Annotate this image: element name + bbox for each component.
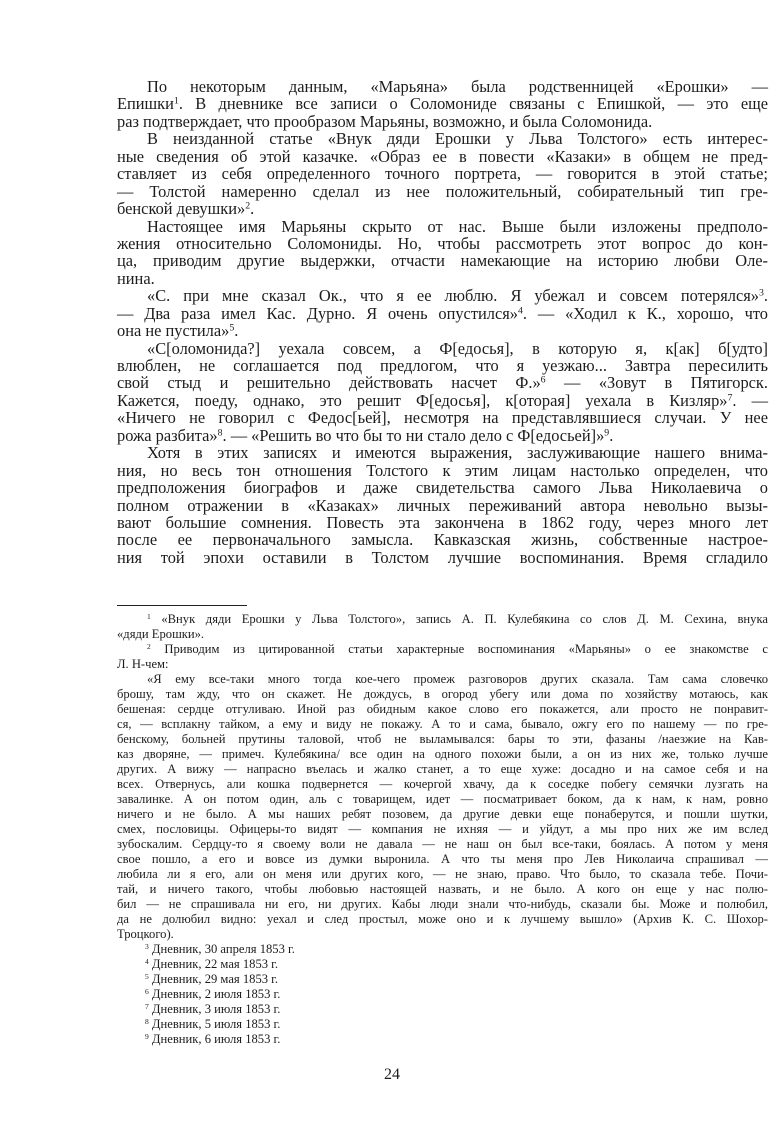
text-line	[117, 1017, 768, 1032]
text-line	[117, 235, 768, 252]
footnote-marker: 7	[727, 392, 733, 404]
text-segment: да не долюбил видно: уехал и след простыл, може оно и к лучшему вышло» (Архив К. С. Шохор-	[117, 912, 768, 926]
text-line	[117, 777, 768, 792]
text-segment: полном отражении в «Казаках» личных переживаний автора невольно вызы-	[117, 495, 768, 515]
text-segment: .	[609, 425, 614, 445]
text-line	[117, 270, 768, 287]
text-line	[117, 627, 768, 642]
text-segment: ния той эпохи оставили в Толстом лучшие воспоминания. Время сгладило	[117, 547, 768, 567]
footnote-marker: 2	[245, 200, 251, 212]
text-line	[117, 444, 768, 461]
text-line	[117, 165, 768, 182]
text-line	[117, 642, 768, 657]
text-segment: каз дворяне, — примеч. Кулебякина/ все один на одного похожи были, а он из них же, только лучше	[117, 747, 768, 761]
text-segment: Дневник, 29 мая 1853 г.	[148, 972, 279, 986]
text-line	[117, 113, 768, 130]
text-line	[117, 792, 768, 807]
text-segment: свой стыд и решительно действовать насчет Ф.»	[117, 373, 541, 393]
text-segment: ные сведения об этой казачке. «Образ ее в повести «Казаки» в общем не пред-	[117, 146, 768, 166]
text-segment: ния, но весь тон отношения Толстого к этим лицам настолько определен, что	[117, 460, 768, 480]
text-segment: смех, пословицы. Офицеры-то видят — компания не ихняя — и уйдут, а мы про них же им вслед	[117, 822, 768, 836]
text-line	[117, 549, 768, 566]
text-segment: .	[250, 199, 255, 219]
text-segment: ца, приводим другие выдержки, отчасти намекающие на историю любви Оле-	[117, 251, 768, 271]
text-segment: В неизданной статье «Внук дяди Ерошки у Льва Толстого» есть интерес-	[147, 129, 768, 149]
text-segment: раз подтверждает, что прообразом Марьяны, возможно, и была Соломонида.	[117, 111, 653, 131]
text-line	[117, 340, 768, 357]
text-segment: завалинке. А он потом один, аль с товарищем, идет — посматривает боком, да к нам, к нам, ровно	[117, 792, 768, 806]
text-segment: .	[234, 321, 239, 341]
text-segment: . В дневнике все записи о Соломониде связаны с Епишкой, — это еще	[178, 94, 768, 114]
footnote-marker: 7	[145, 1001, 149, 1011]
text-segment: — Толстой намеренно сделал из нее положительный, собирательный тип гре-	[117, 181, 768, 201]
text-line	[117, 972, 768, 987]
text-segment: после ее первоначального замысла. Кавказская жизнь, собственные настрое-	[117, 530, 768, 550]
text-segment: влюблен, не соглашается под предлогом, что я уезжаю... Завтра пересилить	[117, 356, 768, 375]
page-number: 24	[384, 1066, 400, 1083]
text-segment: Приводим из цитированной статьи характерные воспоминания «Марьяны» о ее знакомстве с	[150, 642, 768, 656]
text-line	[117, 807, 768, 822]
text-line	[117, 702, 768, 717]
text-segment: Епишки	[117, 94, 174, 114]
footnote-marker: 3	[145, 941, 149, 951]
main-text	[117, 78, 768, 566]
text-line	[117, 957, 768, 972]
text-line	[117, 867, 768, 882]
footnote-marker: 6	[145, 986, 149, 996]
text-line	[117, 882, 768, 897]
text-line	[117, 837, 768, 852]
text-segment: свое пошло, а его и вовсе из думки выронила. А что ты меня про Лев Николаича спрашивал —	[117, 852, 768, 866]
text-line	[117, 762, 768, 777]
text-segment: «Я ему все-таки много тогда кое-чего промеж разговоров других сказала. Там сама словечко	[147, 672, 768, 686]
footnotes	[117, 612, 768, 1047]
text-line	[117, 672, 768, 687]
text-line	[117, 78, 768, 95]
footnote-marker: 1	[173, 96, 179, 108]
footnote-marker: 9	[145, 1031, 149, 1041]
text-segment: «Внук дяди Ерошки у Льва Толстого», запись А. П. Кулебякина со слов Д. М. Сехина, внука	[150, 612, 768, 626]
text-line	[117, 822, 768, 837]
text-line	[117, 462, 768, 479]
body-paragraph	[117, 444, 768, 566]
footnote-marker: 5	[145, 971, 149, 981]
body-paragraph	[117, 78, 768, 130]
text-segment: Кажется, поеду, однако, это решит Ф[едосья], к[оторая] уехала в Кизляр»	[117, 390, 728, 410]
footnote-marker: 8	[217, 427, 223, 439]
text-line	[117, 657, 768, 672]
text-line	[117, 183, 768, 200]
text-segment: ничего и не было. А мы наших ребят позовем, да другие девки еще понаберутся, и пошли шутки,	[117, 807, 768, 821]
footnote-marker: 4	[145, 956, 149, 966]
text-line	[117, 322, 768, 339]
footnote-marker: 1	[147, 611, 151, 621]
text-segment: «Ничего не говорил с Федос[ьей], несмотря на представлявшиеся случаи. У нее	[117, 408, 768, 428]
body-paragraph	[117, 340, 768, 445]
footnote-marker: 8	[145, 1016, 149, 1026]
text-segment: всех. Отвернусь, али кошка подвернется — кочергой хвачу, да к соседке побегу семячки лузгать на	[117, 777, 768, 791]
text-line	[117, 200, 768, 217]
text-line	[117, 479, 768, 496]
text-segment: Дневник, 5 июля 1853 г.	[148, 1017, 281, 1031]
text-segment: жения относительно Соломониды. Но, чтобы рассмотреть этот вопрос до кон-	[117, 233, 768, 253]
text-line	[117, 305, 768, 322]
text-line	[117, 747, 768, 762]
text-line	[117, 392, 768, 409]
text-line	[117, 987, 768, 1002]
body-paragraph	[117, 130, 768, 217]
text-line	[117, 409, 768, 426]
text-segment: предположения биографов и даже свидетельства самого Льва Николаевича о	[117, 478, 768, 498]
text-segment: нина.	[117, 268, 155, 288]
footnote-divider	[117, 605, 247, 606]
text-line	[117, 912, 768, 927]
text-segment: она не пустила»	[117, 321, 230, 341]
text-segment: — «Зовут в Пятигорск.	[545, 373, 768, 393]
text-segment: Дневник, 3 июля 1853 г.	[148, 1002, 281, 1016]
text-line	[117, 218, 768, 235]
footnote-marker: 3	[758, 287, 764, 299]
text-segment: Дневник, 30 апреля 1853 г.	[148, 942, 295, 956]
text-line	[117, 942, 768, 957]
text-segment: «дяди Ерошки».	[117, 627, 205, 641]
text-line	[117, 927, 768, 942]
text-segment: Л. Н-чем:	[117, 657, 169, 671]
text-segment: . —	[732, 390, 768, 410]
text-line	[117, 374, 768, 391]
text-line	[117, 1032, 768, 1047]
text-line	[117, 732, 768, 747]
text-segment: ся, — всплакну тайком, а ему и виду не покажу. А то и сама, бывало, ожгу его по нашему — по гре-	[117, 717, 768, 731]
text-segment: бешеная: сердце отгуливаю. Иной раз обидным какое слово его покажется, али просто не понравит-	[117, 702, 768, 716]
text-line	[117, 1002, 768, 1017]
text-segment: — Два раза имел Кас. Дурно. Я очень опустился»	[117, 303, 518, 323]
text-segment: По некоторым данным, «Марьяна» была родственницей «Ерошки» —	[147, 77, 768, 96]
text-line	[117, 852, 768, 867]
text-line	[117, 252, 768, 269]
text-line	[117, 687, 768, 702]
text-line	[117, 612, 768, 627]
text-segment: Дневник, 6 июля 1853 г.	[148, 1032, 281, 1046]
text-line	[117, 95, 768, 112]
text-line	[117, 717, 768, 732]
text-segment: ставляет из себя определенного точного портрета, — говорится в этой статье;	[117, 164, 768, 184]
text-segment: вают большие сомнения. Повесть эта закончена в 1862 году, через много лет	[117, 512, 768, 532]
footnote-marker: 4	[517, 305, 523, 317]
text-line	[117, 130, 768, 147]
text-segment: Дневник, 22 мая 1853 г.	[148, 957, 279, 971]
text-segment: Дневник, 2 июля 1853 г.	[148, 987, 281, 1001]
text-segment: рожа разбита»	[117, 425, 218, 445]
text-line	[117, 531, 768, 548]
text-line	[117, 148, 768, 165]
text-segment: . — «Ходил к К., хорошо, что	[522, 303, 768, 323]
text-line	[117, 897, 768, 912]
footnote-marker: 6	[540, 375, 546, 387]
text-segment: бил — не спрашивала ни его, ни других. Кабы люди знали что-нибудь, сказали бы. Може и полюбил,	[117, 897, 768, 911]
text-line	[117, 427, 768, 444]
text-segment: Настоящее имя Марьяны скрыто от нас. Выше были изложены предполо-	[147, 216, 768, 236]
text-segment: тай, и ничего такого, чтобы любовью настоящей назвать, и не было. А кого он еще у нас полю-	[117, 882, 768, 896]
footnote-paragraph	[117, 672, 768, 942]
text-line	[117, 497, 768, 514]
footnote-marker: 2	[147, 641, 151, 651]
footnote-marker: 9	[604, 427, 610, 439]
body-paragraph	[117, 287, 768, 339]
text-segment: Троцкого).	[117, 927, 174, 941]
body-paragraph	[117, 218, 768, 288]
text-line	[117, 287, 768, 304]
text-line	[117, 357, 768, 374]
text-segment: зубоскалим. Сердцу-то я своему воли не давала — не наш он был все-таки, боялась. А потом у меня	[117, 837, 768, 851]
text-segment: .	[763, 286, 768, 306]
text-segment: других. А вижу — напрасно въелась и жалко станет, а то еще хуже: досадно и на самое себя и на	[117, 762, 768, 776]
text-segment: брошу, там жду, что он скажет. Не дождусь, в огород убегу или дома по хозяйству мотаюсь, как	[117, 687, 768, 701]
footnote-paragraph	[117, 942, 768, 1047]
footnote-marker: 5	[229, 322, 235, 334]
text-segment: «С. при мне сказал Ок., что я ее люблю. Я убежал и совсем потерялся»	[147, 286, 759, 306]
footnote-paragraph	[117, 642, 768, 672]
text-segment: бенскому, больней прутины таловой, чтоб не выламывался: бары то эти, фазаны /наезжие на Кав-	[117, 732, 768, 746]
text-segment: Хотя в этих записях и имеются выражения, заслуживающие нашего внима-	[147, 443, 768, 463]
text-segment: любила ли я его, али он меня или других кого, — не знаю, право. Что было, то сказала тебе. Почи-	[117, 867, 768, 881]
text-segment: «С[оломонида?] уехала совсем, а Ф[едосья], в которую я, к[ак] б[удто]	[147, 338, 768, 358]
footnote-paragraph	[117, 612, 768, 642]
text-segment: . — «Решить во что бы то ни стало дело с Ф[едосьей]»	[222, 425, 605, 445]
text-segment: бенской девушки»	[117, 199, 246, 219]
text-line	[117, 514, 768, 531]
